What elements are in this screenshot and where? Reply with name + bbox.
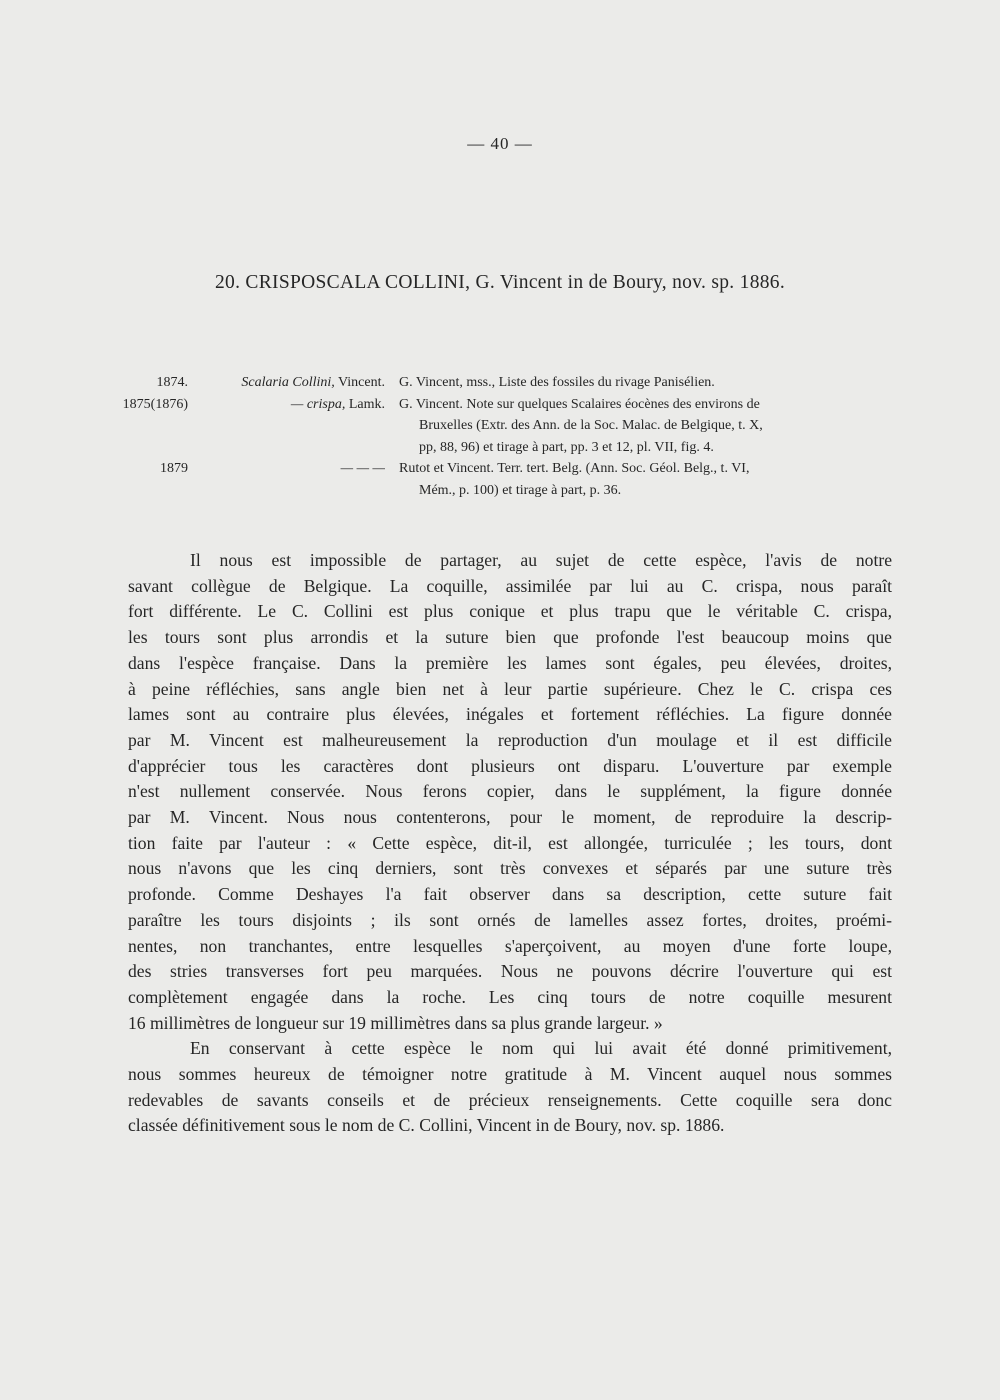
synonymy-reference (385, 394, 910, 459)
synonymy-author: Vincent. (338, 375, 385, 390)
text-line: profonde. Comme Deshayes l'a fait observer dans sa description, cette suture fait (128, 884, 892, 905)
synonymy-taxon: — — — (340, 461, 385, 476)
text-line: tion faite par l'auteur : « Cette espèce, dit-il, est allongée, turriculée ; les tours, dont (128, 832, 892, 853)
synonymy-year: 1879 (160, 461, 188, 476)
text-line: Il nous est impossible de partager, au sujet de cette espèce, l'avis de notre (190, 550, 892, 570)
text-line: savant collègue de Belgique. La coquille, assimilée par lui au C. crispa, nous paraît (128, 575, 892, 596)
species-heading: 20. CRISPOSCALA COLLINI, G. Vincent in de Boury, nov. sp. 1886. (214, 272, 786, 293)
reference-line: Rutot et Vincent. Terr. tert. Belg. (Ann. Soc. Géol. Belg., t. VI, (399, 461, 750, 476)
synonymy-taxon: — crispa, (290, 396, 346, 412)
text-line: nentes, non tranchantes, entre lesquelles s'aperçoivent, au moyen d'une forte loupe, (128, 935, 892, 956)
reference-line: pp, 88, 96) et tirage à part, pp. 3 et 12, pl. VII, fig. 4. (419, 439, 714, 455)
synonymy-name (120, 458, 385, 480)
reference-line: Bruxelles (Extr. des Ann. de la Soc. Malac. de Belgique, t. X, (419, 418, 763, 433)
text-line: En conservant à cette espèce le nom qui lui avait été donné primitivement, (190, 1038, 892, 1059)
text-line: n'est nullement conservée. Nous ferons copier, dans le supplément, la figure donnée (128, 781, 892, 802)
synonymy-list (120, 372, 910, 501)
synonymy-reference (385, 458, 910, 501)
synonymy-author: Lamk. (348, 396, 385, 412)
text-line: nous sommes heureux de témoigner notre gratitude à M. Vincent auquel nous sommes (128, 1064, 892, 1085)
body-text (128, 548, 892, 1139)
text-line: par M. Vincent est malheureusement la reproduction d'un moulage et il est difficile (128, 729, 892, 750)
reference-line: Mém., p. 100) et tirage à part, p. 36. (419, 482, 622, 498)
text-line: dans l'espèce française. Dans la première les lames sont égales, peu élevées, droites, (128, 652, 892, 673)
text-line: lames sont au contraire plus élevées, inégales et fortement réfléchies. La figure donnée (128, 704, 892, 725)
text-line: redevables de savants conseils et de précieux renseignements. Cette coquille sera donc (128, 1089, 892, 1110)
page-number: — 40 — (467, 134, 533, 153)
reference-line: G. Vincent. Note sur quelques Scalaires éocènes des environs de (399, 396, 760, 412)
text-line: d'apprécier tous les caractères dont plusieurs ont disparu. L'ouverture par exemple (128, 755, 892, 776)
synonymy-name (120, 372, 385, 394)
paragraph-1 (128, 548, 892, 1036)
text-line: les tours sont plus arrondis et la suture bien que profonde l'est beaucoup moins que (128, 627, 892, 648)
synonymy-name (120, 394, 385, 416)
text-line: classée définitivement sous le nom de C. Collini, Vincent in de Boury, nov. sp. 1886. (128, 1115, 725, 1136)
text-line: 16 millimètres de longueur sur 19 millimètres dans sa plus grande largeur. » (128, 1012, 663, 1033)
paragraph-2 (128, 1036, 892, 1139)
reference-line: G. Vincent, mss., Liste des fossiles du rivage Panisélien. (399, 375, 715, 390)
synonymy-row (120, 372, 910, 394)
synonymy-year: 1875(1876) (122, 396, 188, 412)
text-line: paraître les tours disjoints ; ils sont ornés de lamelles assez fortes, droites, proémi- (128, 909, 892, 930)
synonymy-row (120, 394, 910, 459)
synonymy-row (120, 458, 910, 501)
text-line: complètement engagée dans la roche. Les cinq tours de notre coquille mesurent (128, 986, 892, 1007)
text-line: nous n'avons que les cinq derniers, sont très convexes et séparés par une suture très (128, 858, 892, 879)
synonymy-year: 1874. (156, 375, 188, 390)
synonymy-reference (385, 372, 910, 394)
text-line: à peine réfléchies, sans angle bien net à leur partie supérieure. Chez le C. crispa ces (128, 678, 892, 699)
text-line: des stries transverses fort peu marquées. Nous ne pouvons décrire l'ouverture qui est (128, 961, 892, 982)
text-line: fort différente. Le C. Collini est plus conique et plus trapu que le véritable C. crispa, (128, 601, 892, 622)
text-line: par M. Vincent. Nous nous contenterons, pour le moment, de reproduire la descrip- (128, 807, 892, 828)
synonymy-taxon: Scalaria Collini, (241, 375, 335, 390)
